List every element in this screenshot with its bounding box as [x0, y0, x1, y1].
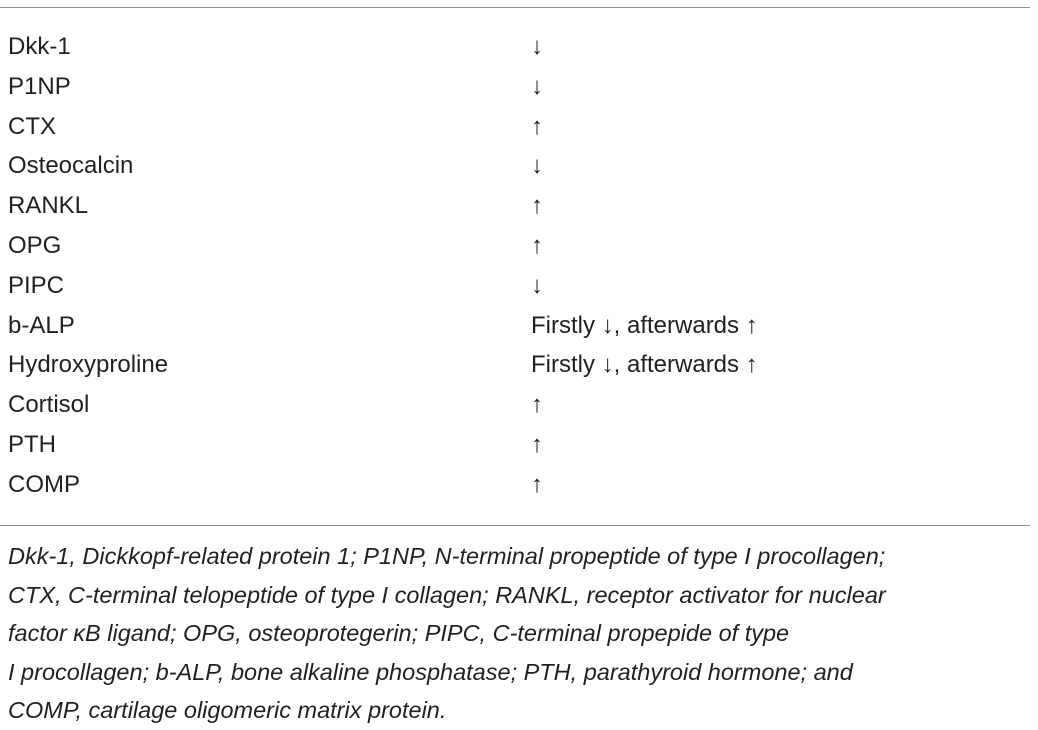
footnote-line: I procollagen; b-ALP, bone alkaline phosphatase; PTH, parathyroid hormone; and [8, 658, 853, 685]
table-footnote [8, 537, 1018, 730]
marker-cell: PIPC [8, 271, 65, 299]
change-cell: ↓ [531, 72, 543, 100]
table-row [0, 186, 1030, 226]
change-cell: ↓ [531, 271, 543, 299]
table-body [0, 27, 1030, 505]
table-row [0, 385, 1030, 425]
marker-cell: Osteocalcin [8, 152, 134, 180]
marker-cell: Dkk-1 [8, 33, 71, 60]
table-row [0, 107, 1030, 147]
table-row [0, 465, 1030, 505]
table-row [0, 226, 1030, 266]
change-cell: ↑ [531, 470, 543, 498]
change-cell: ↑ [531, 391, 543, 419]
table-bottom-rule [0, 525, 1030, 526]
footnote-line: COMP, cartilage oligomeric matrix protein. [8, 697, 447, 723]
marker-cell: RANKL [8, 192, 89, 220]
footnote-line: CTX, C-terminal telopeptide of type I collagen; RANKL, receptor activator for nuclear [8, 581, 886, 608]
change-cell: ↑ [531, 112, 543, 140]
marker-cell: COMP [8, 470, 80, 498]
table-row [0, 27, 1030, 67]
table-row [0, 425, 1030, 465]
marker-cell: OPG [8, 231, 62, 259]
marker-cell: PTH [8, 430, 56, 458]
footnote-line: Dkk-1, Dickkopf-related protein 1; P1NP, N-terminal propeptide of type I procollagen; [8, 543, 886, 569]
marker-cell: Cortisol [8, 391, 90, 419]
marker-cell: Hydroxyproline [8, 351, 169, 379]
table-row [0, 345, 1030, 385]
marker-cell: CTX [8, 112, 56, 140]
change-cell: ↑ [531, 231, 543, 259]
change-cell: ↓ [531, 33, 543, 60]
marker-cell: P1NP [8, 72, 71, 100]
change-cell: ↑ [531, 430, 543, 458]
change-cell: Firstly ↓, afterwards ↑ [531, 311, 758, 339]
table-row [0, 146, 1030, 186]
change-cell: ↑ [531, 192, 543, 220]
table-top-rule [0, 7, 1030, 8]
table-row [0, 67, 1030, 107]
footnote-line: factor κB ligand; OPG, osteoprotegerin; PIPC, C-terminal propepide of type [8, 620, 790, 646]
table-row [0, 306, 1030, 346]
change-cell: ↓ [531, 152, 543, 180]
marker-cell: b-ALP [8, 311, 75, 339]
change-cell: Firstly ↓, afterwards ↑ [531, 351, 758, 379]
table-row [0, 266, 1030, 306]
